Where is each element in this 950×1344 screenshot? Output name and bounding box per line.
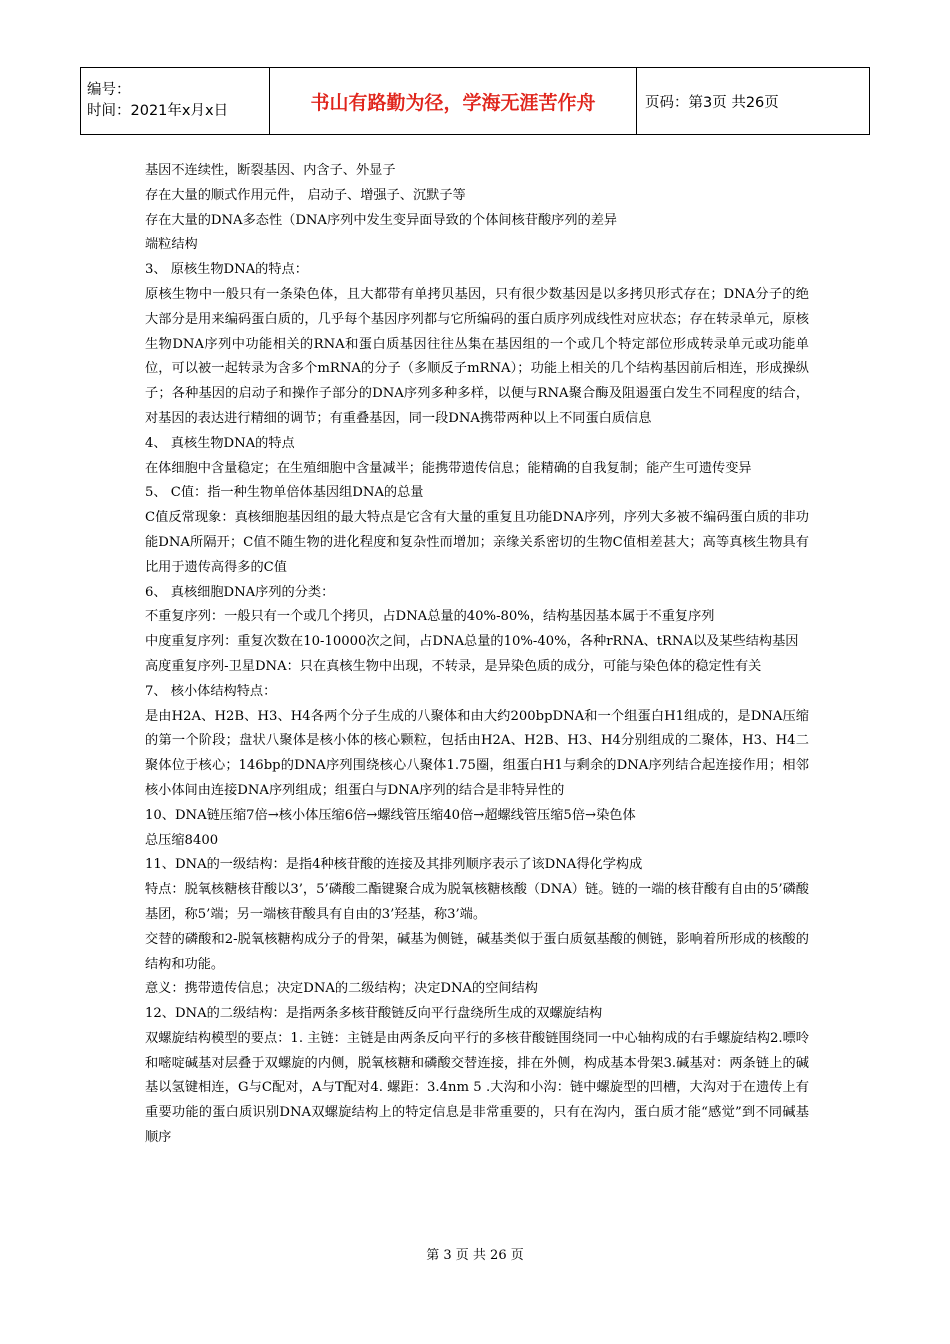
section-heading: 11、DNA的一级结构：是指4种核苷酸的连接及其排列顺序表示了该DNA得化学构成: [145, 857, 643, 873]
page-footer: 第 3 页 共 26 页: [426, 1248, 524, 1263]
paragraph: 总压缩8400: [145, 832, 219, 848]
paragraph: 存在大量的DNA多态性（DNA序列中发生变异面导致的个体间核苷酸序列的差异: [145, 212, 618, 228]
section-heading: 7、 核小体结构特点：: [145, 683, 277, 699]
header-meta: [81, 68, 270, 135]
serial-label: 编号：: [87, 82, 131, 98]
paragraph: C值反常现象：真核细胞基因组的最大特点是它含有大量的重复且功能DNA序列，序列大多被不编码蛋白质的非功能DNA所隔开；C值不随生物的进化程度和复杂性而增加；亲缘关系密切的生物C值相差甚大；高等真核生物具有比用于遗传高得多的C值: [145, 510, 809, 575]
paragraph: 是由H2A、H2B、H3、H4各两个分子生成的八聚体和由大约200bpDNA和一个组蛋白H1组成的，是DNA压缩的第一个阶段；盘状八聚体是核小体的核心颗粒，包括由H2A、H2B、H3、H4分别组成的二聚体，H3、H4二聚体位于核心；146bp的DNA序列围绕核心八聚体1.75圈，组蛋白H1与剩余的DNA序列结合起连接作用；相邻核小体间由连接DNA序列组成；组蛋白与DNA序列的结合是非特异性的: [145, 708, 809, 798]
section-heading: 10、DNA链压缩7倍→核小体压缩6倍→螺线管压缩40倍→超螺线管压缩5倍→染色体: [145, 807, 636, 823]
paragraph: 交替的磷酸和2-脱氧核糖构成分子的骨架，碱基为侧链，碱基类似于蛋白质氨基酸的侧链，影响着所形成的核酸的结构和功能。: [145, 931, 809, 972]
paragraph: 原核生物中一般只有一条染色体，且大都带有单拷贝基因，只有很少数基因是以多拷贝形式存在；DNA分子的绝大部分是用来编码蛋白质的，几乎每个基因序列都与它所编码的蛋白质序列成线性对应状态；存在转录单元，原核生物DNA序列中功能相关的RNA和蛋白质基因往往丛集在基因组的一个或几个特定部位形成转录单元或功能单位，可以被一起转录为含多个mRNA的分子（多顺反子mRNA）；功能上相关的几个结构基因前后相连，形成操纵子；各种基因的启动子和操作子部分的DNA序列多种多样，以便与RNA聚合酶及阻遏蛋白发生不同程度的结合，对基因的表达进行精细的调节；有重叠基因，同一段DNA携带两种以上不同蛋白质信息: [145, 286, 809, 426]
paragraph: 特点：脱氧核糖核苷酸以3’，5’磷酸二酯键聚合成为脱氧核糖核酸（DNA）链。链的一端的核苷酸有自由的5’磷酸基团，称5’端；另一端核苷酸具有自由的3’羟基，称3’端。: [145, 882, 809, 922]
document-body: [145, 159, 809, 1151]
paragraph: 存在大量的顺式作用元件， 启动子、增强子、沉默子等: [145, 187, 466, 203]
paragraph: 双螺旋结构模型的要点：1. 主链：主链是由两条反向平行的多核苷酸链围绕同一中心轴构成的右手螺旋结构2.嘌呤和嘧啶碱基对层叠于双螺旋的内侧，脱氧核糖和磷酸交替连接，排在外侧，构成基本骨架3.碱基对：两条链上的碱基以氢键相连，G与C配对，A与T配对4. 螺距：3.4nm 5 .大沟和小沟：链中螺旋型的凹槽，大沟对于在遗传上有重要功能的蛋白质识别DNA双螺旋结构上的特定信息是非常重要的，只有在沟内，蛋白质才能“感觉”到不同碱基顺序: [145, 1030, 809, 1146]
section-heading: 5、 C值：指一种生物单倍体基因组DNA的总量: [145, 485, 424, 501]
section-heading: 12、DNA的二级结构：是指两条多核苷酸链反向平行盘绕所生成的双螺旋结构: [145, 1006, 603, 1022]
paragraph: 端粒结构: [145, 237, 198, 253]
paragraph: 中度重复序列：重复次数在10-10000次之间，占DNA总量的10%-40%，各种rRNA、tRNA以及某些结构基因: [145, 634, 799, 650]
section-heading: 4、 真核生物DNA的特点: [145, 435, 295, 451]
paragraph: 在体细胞中含量稳定；在生殖细胞中含量减半；能携带遗传信息；能精确的自我复制；能产生可遗传变异: [145, 460, 752, 476]
header-table: [80, 67, 870, 135]
paragraph: 高度重复序列-卫星DNA：只在真核生物中出现，不转录，是异染色质的成分，可能与染色体的稳定性有关: [145, 658, 762, 674]
paragraph: 不重复序列：一般只有一个或几个拷贝，占DNA总量的40%-80%，结构基因基本属于不重复序列: [145, 609, 715, 625]
section-heading: 3、 原核生物DNA的特点：: [145, 262, 308, 278]
paragraph: 基因不连续性，断裂基因、内含子、外显子: [145, 163, 396, 178]
header-page-info: 页码：第3页 共26页: [637, 68, 870, 135]
date-label: 时间：2021年x月x日: [87, 103, 229, 119]
section-heading: 6、 真核细胞DNA序列的分类：: [145, 584, 335, 600]
paragraph: 意义：携带遗传信息；决定DNA的二级结构；决定DNA的空间结构: [145, 981, 538, 997]
header-motto: 书山有路勤为径，学海无涯苦作舟: [270, 68, 637, 135]
